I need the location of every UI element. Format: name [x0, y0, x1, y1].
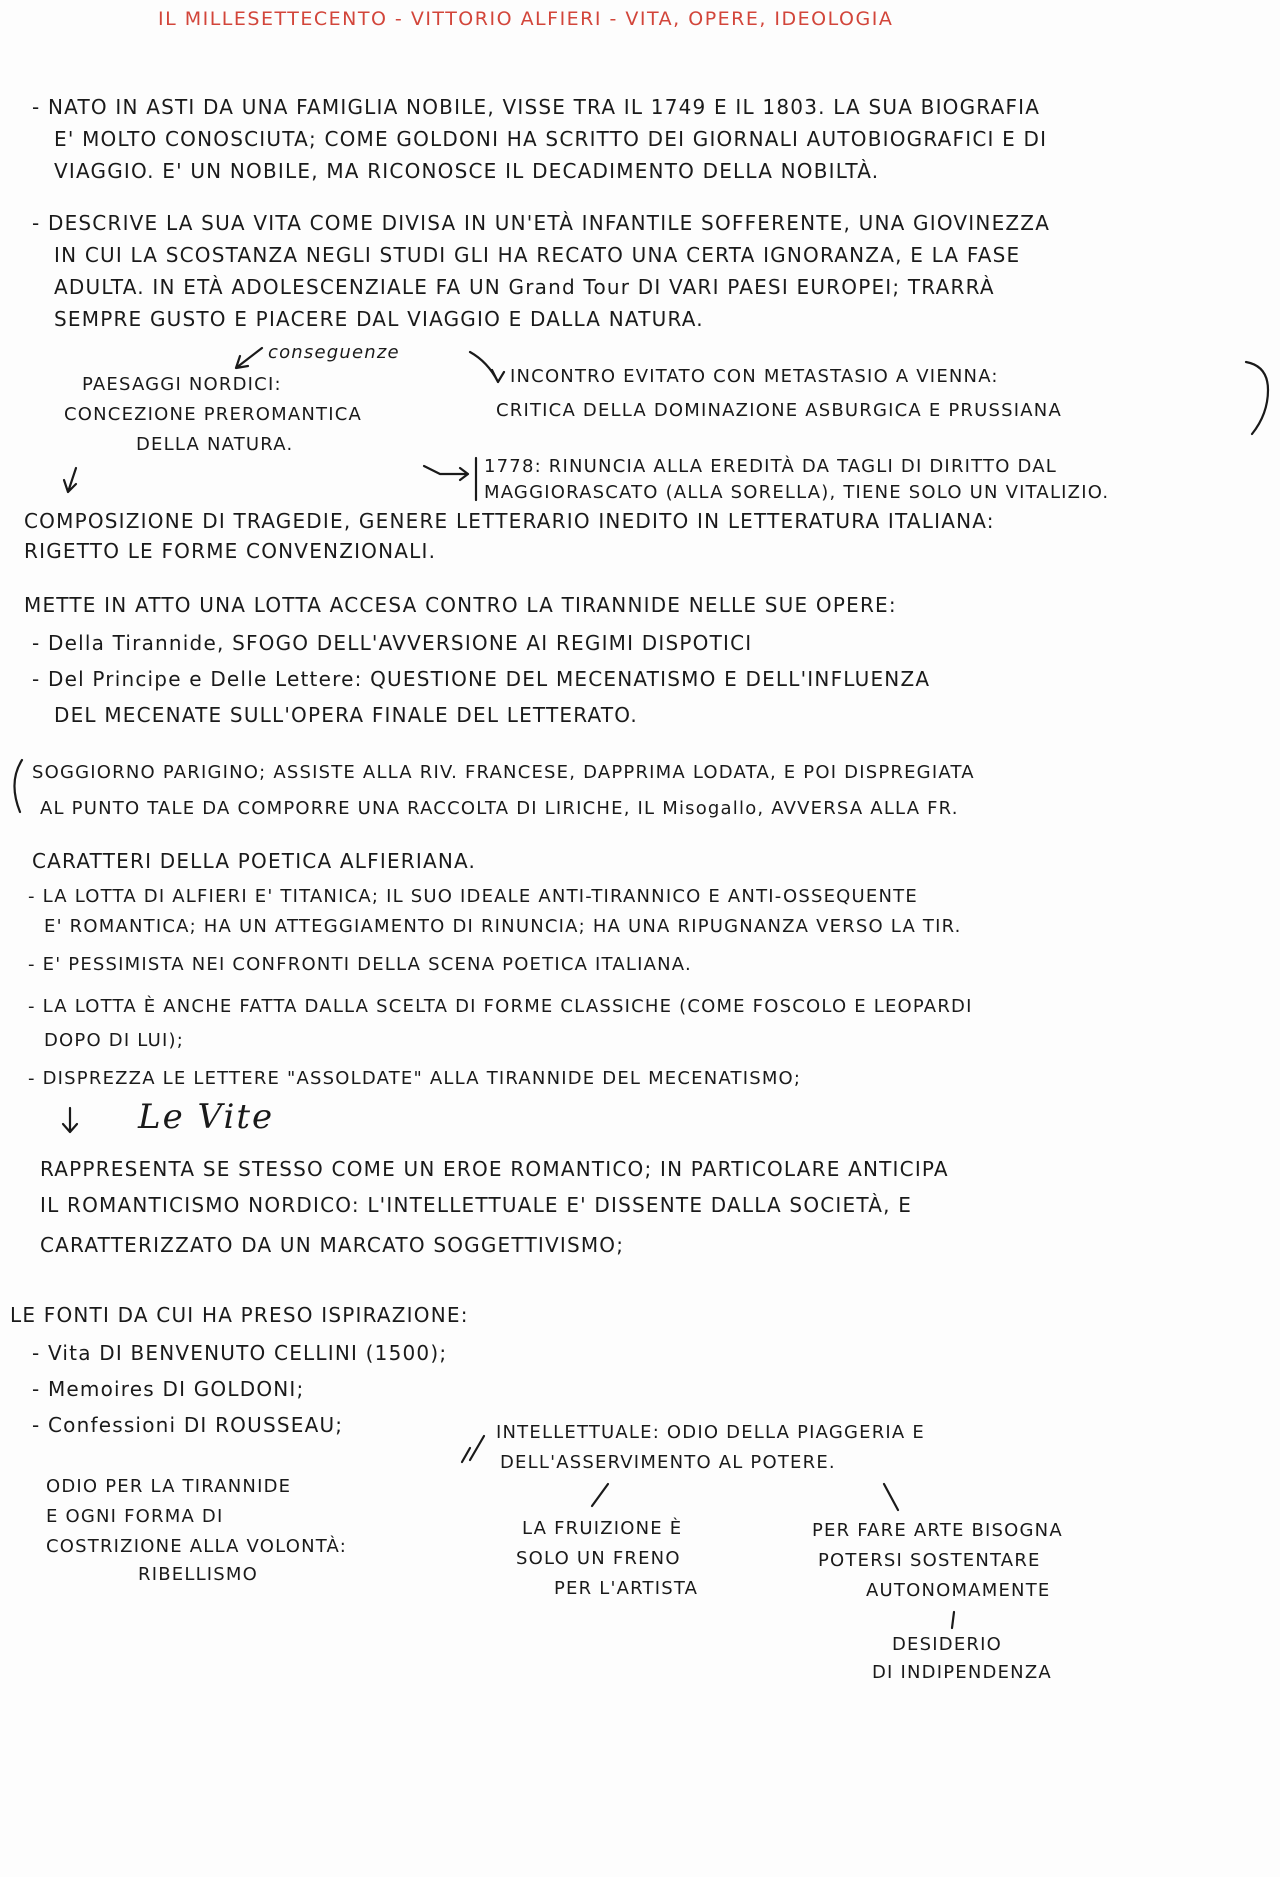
fonti-line-2: - Memoires DI GOLDONI; [32, 1377, 305, 1401]
divider-odio [462, 1448, 470, 1462]
lotta-line: METTE IN ATTO UNA LOTTA ACCESA CONTRO LA TIRANNIDE NELLE SUE OPERE: [24, 593, 897, 617]
branch-label: conseguenze [268, 342, 400, 363]
vite-title: Le Vite [138, 1097, 275, 1137]
odio-line-3: COSTRIZIONE ALLA VOLONTÀ: [46, 1536, 348, 1557]
divider-intellettuale [470, 1436, 484, 1460]
work-line-3: DEL MECENATE SULL'OPERA FINALE DEL LETTERATO. [54, 703, 638, 727]
vite-line-2: IL ROMANTICISMO NORDICO: L'INTELLETTUALE E' DISSENTE DALLA SOCIETÀ, E [40, 1193, 913, 1217]
intro-line-2: E' MOLTO CONOSCIUTA; COME GOLDONI HA SCRITTO DEI GIORNALI AUTOBIOGRAFICI E DI [54, 127, 1048, 151]
life-line-1: - DESCRIVE LA SUA VITA COME DIVISA IN UN'ETÀ INFANTILE SOFFERENTE, UNA GIOVINEZZA [32, 211, 1051, 235]
poetica-title: CARATTERI DELLA POETICA ALFIERIANA. [32, 849, 477, 873]
work-line-2: - Del Principe e Delle Lettere: QUESTIONE DEL MECENATISMO E DELL'INFLUENZA [32, 667, 931, 691]
poetica-line-1: - LA LOTTA DI ALFIERI E' TITANICA; IL SUO IDEALE ANTI-TIRANNICO E ANTI-OSSEQUENTE [28, 886, 918, 907]
poetica-line-2: E' ROMANTICA; HA UN ATTEGGIAMENTO DI RINUNCIA; HA UNA RIPUGNANZA VERSO LA TIR. [44, 916, 962, 937]
arrow-to-desiderio [952, 1612, 954, 1628]
poetica-line-5: DOPO DI LUI); [44, 1030, 184, 1051]
work-line-1: - Della Tirannide, SFOGO DELL'AVVERSIONE AI REGIMI DISPOTICI [32, 631, 753, 655]
arte-line-2: POTERSI SOSTENTARE [818, 1550, 1041, 1571]
intellettuale-line-1: INTELLETTUALE: ODIO DELLA PIAGGERIA E [496, 1422, 925, 1443]
page-title: IL MILLESETTECENTO - VITTORIO ALFIERI - VITA, OPERE, IDEOLOGIA [158, 8, 894, 30]
renuncia-line-2: MAGGIORASCATO (ALLA SORELLA), TIENE SOLO UN VITALIZIO. [484, 482, 1110, 503]
paris-line-2: AL PUNTO TALE DA COMPORRE UNA RACCOLTA DI LIRICHE, IL Misogallo, AVVERSA ALLA FR. [40, 798, 959, 819]
metastasio-line-1: INCONTRO EVITATO CON METASTASIO A VIENNA: [510, 366, 999, 387]
metastasio-line-2: CRITICA DELLA DOMINAZIONE ASBURGICA E PRUSSIANA [496, 400, 1062, 421]
nordic-line-1: PAESAGGI NORDICI: [82, 374, 282, 395]
vite-line-3: CARATTERIZZATO DA UN MARCATO SOGGETTIVISMO; [40, 1233, 625, 1257]
odio-line-2: E OGNI FORMA DI [46, 1506, 224, 1527]
arrow-down-vite [63, 1108, 77, 1132]
fruizione-line-3: PER L'ARTISTA [554, 1578, 699, 1599]
renuncia-line-1: 1778: RINUNCIA ALLA EREDITÀ DA TAGLI DI DIRITTO DAL [484, 456, 1058, 477]
odio-line-1: ODIO PER LA TIRANNIDE [46, 1476, 292, 1497]
intro-line-1: - NATO IN ASTI DA UNA FAMIGLIA NOBILE, VISSE TRA IL 1749 E IL 1803. LA SUA BIOGRAFIA [32, 95, 1041, 119]
brace-metastasio [1246, 362, 1268, 434]
life-line-3: ADULTA. IN ETÀ ADOLESCENZIALE FA UN Grand Tour DI VARI PAESI EUROPEI; TRARRÀ [54, 275, 995, 299]
arrow-to-metastasio [470, 352, 504, 382]
paren-paris [14, 760, 22, 812]
fonti-line-1: - Vita DI BENVENUTO CELLINI (1500); [32, 1341, 448, 1365]
life-line-4: SEMPRE GUSTO E PIACERE DAL VIAGGIO E DALLA NATURA. [54, 307, 704, 331]
arrow-to-fruizione [592, 1484, 608, 1506]
arrow-to-nordic [236, 348, 262, 368]
desiderio-line-1: DESIDERIO [892, 1634, 1002, 1655]
poetica-line-6: - DISPREZZA LE LETTERE "ASSOLDATE" ALLA TIRANNIDE DEL MECENATISMO; [28, 1068, 802, 1089]
odio-line-4: RIBELLISMO [138, 1564, 259, 1585]
fruizione-line-2: SOLO UN FRENO [516, 1548, 681, 1569]
nordic-line-3: DELLA NATURA. [136, 434, 294, 455]
poetica-line-3: - E' PESSIMISTA NEI CONFRONTI DELLA SCENA POETICA ITALIANA. [28, 954, 692, 975]
arte-line-1: PER FARE ARTE BISOGNA [812, 1520, 1063, 1541]
arrow-down-nordic [64, 468, 76, 492]
fonti-title: LE FONTI DA CUI HA PRESO ISPIRAZIONE: [10, 1303, 469, 1327]
tragedie-line-2: RIGETTO LE FORME CONVENZIONALI. [24, 539, 437, 563]
poetica-line-4: - LA LOTTA È ANCHE FATTA DALLA SCELTA DI FORME CLASSICHE (COME FOSCOLO E LEOPARDI [28, 996, 973, 1017]
desiderio-line-2: DI INDIPENDENZA [872, 1662, 1052, 1683]
life-line-2: IN CUI LA SCOSTANZA NEGLI STUDI GLI HA RECATO UNA CERTA IGNORANZA, E LA FASE [54, 243, 1021, 267]
paris-line-1: SOGGIORNO PARIGINO; ASSISTE ALLA RIV. FRANCESE, DAPPRIMA LODATA, E POI DISPREGIATA [32, 762, 975, 783]
fonti-line-3: - Confessioni DI ROUSSEAU; [32, 1413, 344, 1437]
fruizione-line-1: LA FRUIZIONE È [522, 1518, 683, 1539]
arrow-to-arte [884, 1484, 898, 1510]
arrow-to-renuncia [424, 466, 468, 480]
arte-line-3: AUTONOMAMENTE [866, 1580, 1051, 1601]
intro-line-3: VIAGGIO. E' UN NOBILE, MA RICONOSCE IL DECADIMENTO DELLA NOBILTÀ. [54, 159, 880, 183]
nordic-line-2: CONCEZIONE PREROMANTICA [64, 404, 363, 425]
tragedie-line-1: COMPOSIZIONE DI TRAGEDIE, GENERE LETTERARIO INEDITO IN LETTERATURA ITALIANA: [24, 509, 995, 533]
intellettuale-line-2: DELL'ASSERVIMENTO AL POTERE. [500, 1452, 836, 1473]
vite-line-1: RAPPRESENTA SE STESSO COME UN EROE ROMANTICO; IN PARTICOLARE ANTICIPA [40, 1157, 949, 1181]
